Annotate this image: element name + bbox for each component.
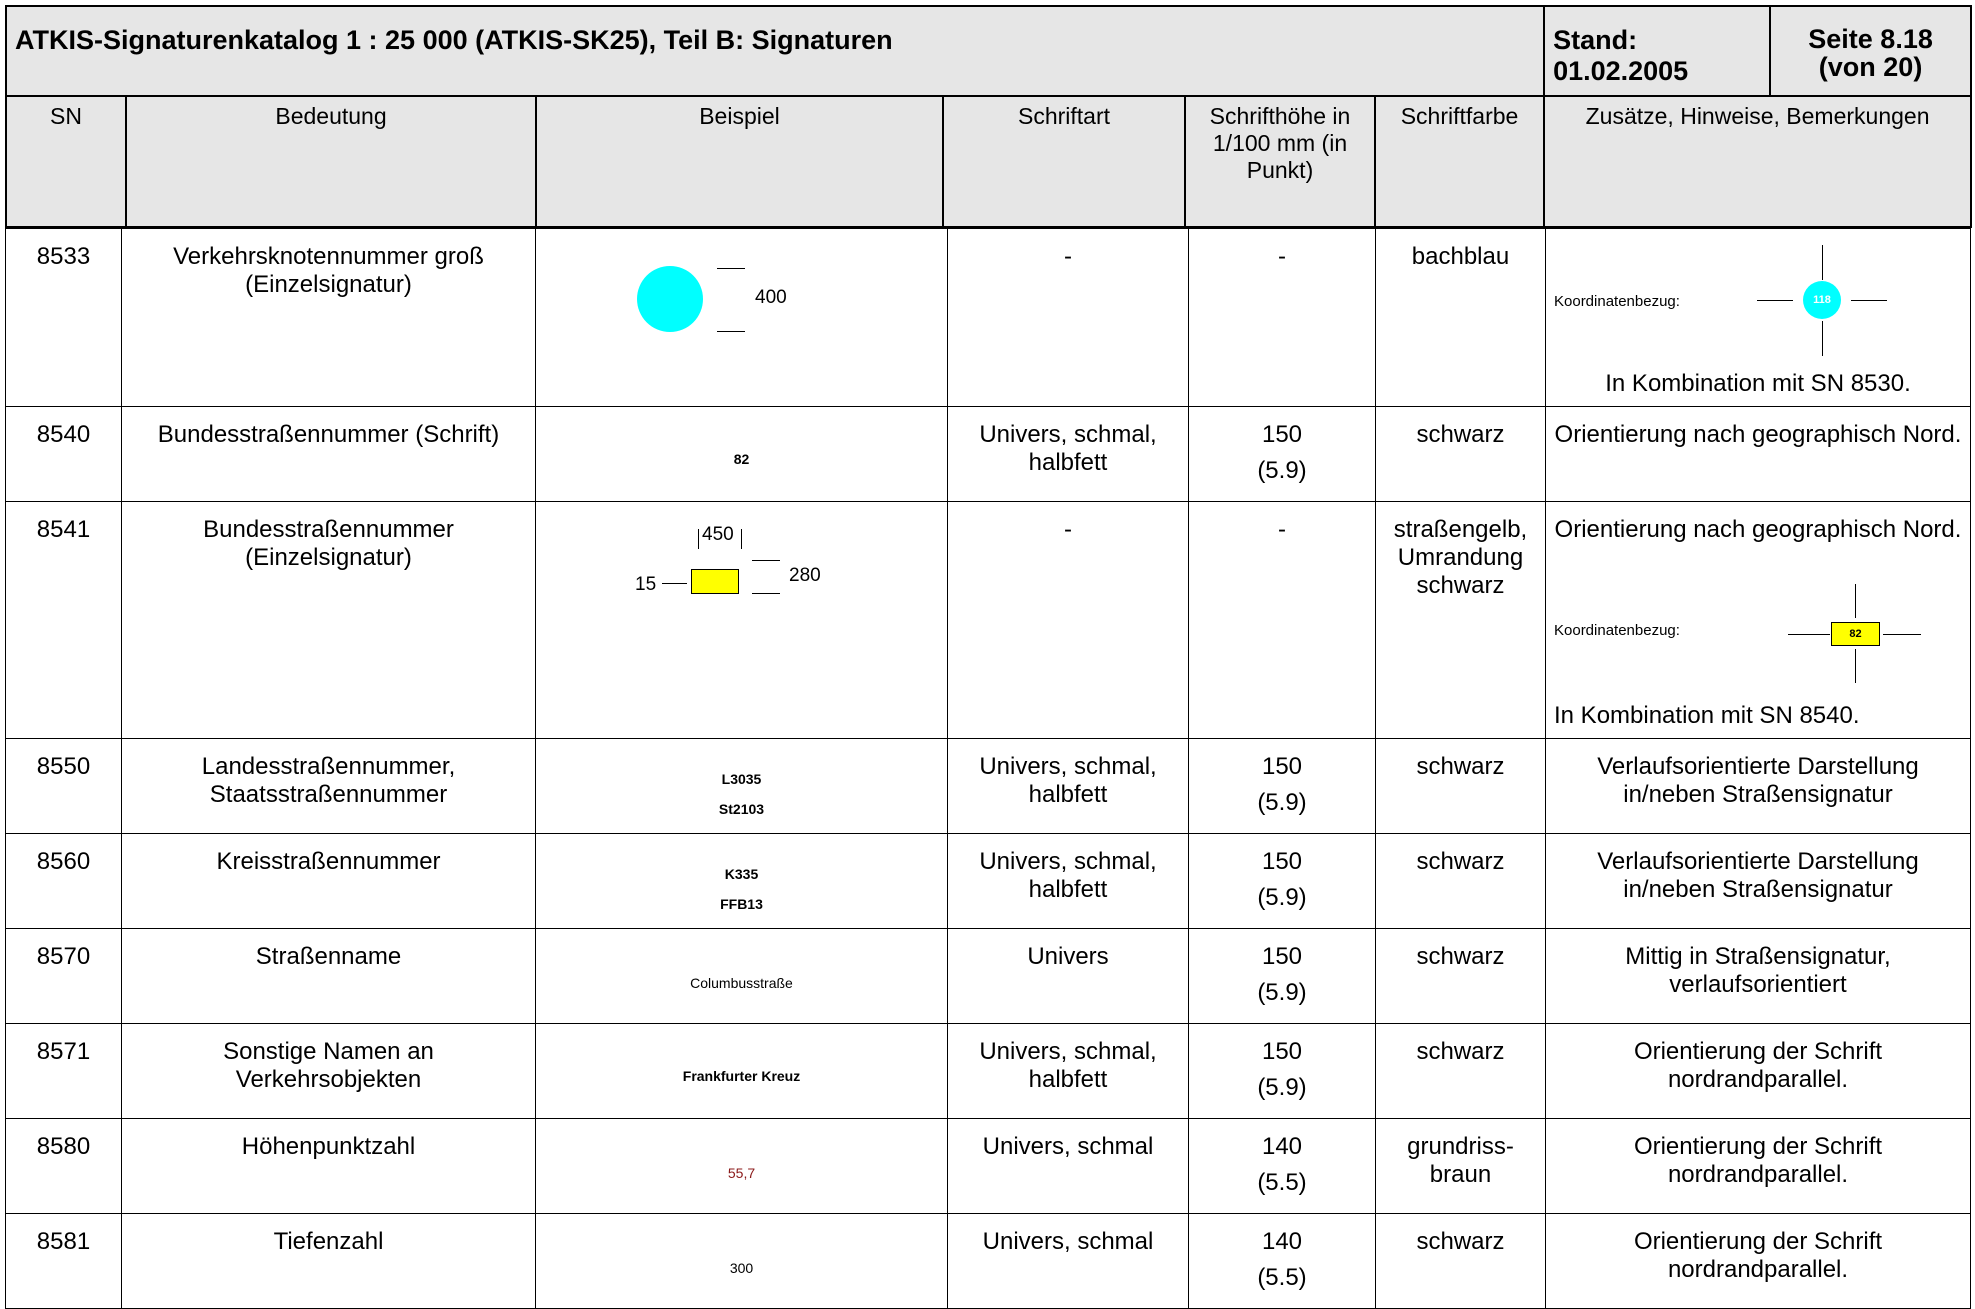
hoehe-cell: - <box>1189 229 1376 407</box>
punkt-value: (5.9) <box>1257 789 1307 816</box>
farbe-cell: schwarz <box>1376 739 1546 834</box>
hoehe-value: 150 <box>1261 753 1303 780</box>
col-sn: SN <box>6 96 126 227</box>
schriftart-cell: Univers, schmal, halbfett <box>948 739 1189 834</box>
table-row <box>6 407 1971 502</box>
hoehe-value: 150 <box>1261 848 1303 875</box>
beispiel-cell <box>536 407 948 502</box>
table-row <box>6 834 1971 929</box>
beispiel-cell <box>536 929 948 1024</box>
beispiel-cell <box>536 502 948 739</box>
hinweis-text: Orientierung nach geographisch Nord. <box>1554 516 1962 543</box>
hoehe-cell <box>1189 407 1376 502</box>
sn-cell: 8550 <box>6 739 122 834</box>
example-text: 300 <box>729 1260 754 1276</box>
col-schrifthoehe: Schrifthöhe in 1/100 mm (in Punkt) <box>1185 96 1375 227</box>
farbe-cell: schwarz <box>1376 407 1546 502</box>
hoehe-value: 150 <box>1261 1038 1303 1065</box>
farbe-cell: schwarz <box>1376 1214 1546 1309</box>
dimension-label: 450 <box>702 524 734 545</box>
schriftart-cell: - <box>948 502 1189 739</box>
sn-cell: 8560 <box>6 834 122 929</box>
example-text: Columbusstraße <box>690 975 793 991</box>
example-text: FFB13 <box>720 896 763 912</box>
schriftart-cell: Univers <box>948 929 1189 1024</box>
road-number-box-symbol <box>691 569 739 594</box>
sn-cell: 8533 <box>6 229 122 407</box>
punkt-value: (5.9) <box>1257 1074 1307 1101</box>
dimension-label: 15 <box>635 574 657 595</box>
table-row <box>6 1119 1971 1214</box>
koordinatenbezug-label: Koordinatenbezug: <box>1554 622 1680 639</box>
farbe-cell: schwarz <box>1376 834 1546 929</box>
example-text: 55,7 <box>727 1165 756 1181</box>
bedeutung-cell: Kreisstraßennummer <box>122 834 536 929</box>
punkt-value: (5.5) <box>1257 1264 1307 1291</box>
sn-cell: 8540 <box>6 407 122 502</box>
table-row <box>6 739 1971 834</box>
hinweis-cell <box>1546 229 1971 407</box>
dimension-label: 400 <box>755 287 787 308</box>
bedeutung-cell: Höhenpunktzahl <box>122 1119 536 1214</box>
farbe-cell: grundriss-braun <box>1376 1119 1546 1214</box>
farbe-cell: schwarz <box>1376 1024 1546 1119</box>
schriftart-cell: - <box>948 229 1189 407</box>
dimension-label: 280 <box>789 565 821 586</box>
farbe-cell: schwarz <box>1376 929 1546 1024</box>
example-text: Frankfurter Kreuz <box>682 1068 801 1084</box>
sn-cell: 8580 <box>6 1119 122 1214</box>
bedeutung-cell: Sonstige Namen an Verkehrsobjekten <box>122 1024 536 1119</box>
table-row <box>6 1214 1971 1309</box>
hoehe-cell <box>1189 929 1376 1024</box>
beispiel-cell <box>536 1214 948 1309</box>
beispiel-cell <box>536 229 948 407</box>
bedeutung-cell: Bundesstraßennummer (Schrift) <box>122 407 536 502</box>
table-row <box>6 229 1971 407</box>
beispiel-cell <box>536 1119 948 1214</box>
stand-date: Stand: 01.02.2005 <box>1544 6 1770 96</box>
bedeutung-cell: Bundesstraßennummer (Einzelsignatur) <box>122 502 536 739</box>
col-schriftfarbe: Schriftfarbe <box>1375 96 1544 227</box>
page-label: Seite 8.18 <box>1808 24 1933 54</box>
hoehe-value: 140 <box>1261 1228 1303 1255</box>
beispiel-cell <box>536 834 948 929</box>
punkt-value: (5.9) <box>1257 979 1307 1006</box>
bedeutung-cell: Straßenname <box>122 929 536 1024</box>
bedeutung-cell: Landesstraßennummer, Staatsstraßennummer <box>122 739 536 834</box>
schriftart-cell: Univers, schmal <box>948 1119 1189 1214</box>
sn-cell: 8571 <box>6 1024 122 1119</box>
example-text: 82 <box>733 451 750 467</box>
kombination-text: In Kombination mit SN 8530. <box>1605 370 1911 397</box>
schriftart-cell: Univers, schmal, halbfett <box>948 407 1189 502</box>
hinweis-cell: Orientierung der Schrift nordrandparallel. <box>1546 1024 1971 1119</box>
schriftart-cell: Univers, schmal <box>948 1214 1189 1309</box>
example-text: K335 <box>724 866 759 882</box>
road-number-symbol: 82 <box>1831 622 1880 646</box>
punkt-value: (5.5) <box>1257 1169 1307 1196</box>
col-bedeutung: Bedeutung <box>126 96 536 227</box>
sn-cell: 8570 <box>6 929 122 1024</box>
example-text: St2103 <box>718 801 765 817</box>
hinweis-cell: Orientierung der Schrift nordrandparallel. <box>1546 1119 1971 1214</box>
kombination-text: In Kombination mit SN 8540. <box>1554 702 1860 729</box>
page-number <box>1770 6 1971 96</box>
signature-table <box>5 228 1971 1309</box>
hoehe-value: 140 <box>1261 1133 1303 1160</box>
farbe-cell: bachblau <box>1376 229 1546 407</box>
hoehe-cell <box>1189 1024 1376 1119</box>
knot-number-symbol: 118 <box>1803 281 1841 319</box>
bedeutung-cell: Tiefenzahl <box>122 1214 536 1309</box>
bedeutung-cell: Verkehrsknotennummer groß (Einzelsignatur) <box>122 229 536 407</box>
table-row <box>6 1024 1971 1119</box>
hoehe-cell: - <box>1189 502 1376 739</box>
schriftart-cell: Univers, schmal, halbfett <box>948 1024 1189 1119</box>
hinweis-cell: Orientierung der Schrift nordrandparallel. <box>1546 1214 1971 1309</box>
hinweis-cell: Mittig in Straßensignatur, verlaufsorientiert <box>1546 929 1971 1024</box>
beispiel-cell <box>536 1024 948 1119</box>
hinweis-cell <box>1546 502 1971 739</box>
hoehe-cell <box>1189 1119 1376 1214</box>
farbe-cell: straßengelb, Umrandung schwarz <box>1376 502 1546 739</box>
sn-cell: 8581 <box>6 1214 122 1309</box>
koordinatenbezug-label: Koordinatenbezug: <box>1554 293 1680 310</box>
hinweis-cell: Verlaufsorientierte Darstellung in/neben Straßensignatur <box>1546 834 1971 929</box>
col-beispiel: Beispiel <box>536 96 943 227</box>
schriftart-cell: Univers, schmal, halbfett <box>948 834 1189 929</box>
page-total: (von 20) <box>1818 52 1923 82</box>
hoehe-value: 150 <box>1261 421 1303 448</box>
hoehe-value: 150 <box>1261 943 1303 970</box>
header-table <box>5 5 1972 228</box>
knot-circle-symbol <box>637 266 703 332</box>
example-text: L3035 <box>721 771 762 787</box>
hinweis-cell: Orientierung nach geographisch Nord. <box>1546 407 1971 502</box>
sn-cell: 8541 <box>6 502 122 739</box>
hoehe-cell <box>1189 834 1376 929</box>
punkt-value: (5.9) <box>1257 884 1307 911</box>
punkt-value: (5.9) <box>1257 457 1307 484</box>
col-schriftart: Schriftart <box>943 96 1185 227</box>
hoehe-cell <box>1189 739 1376 834</box>
document-title: ATKIS-Signaturenkatalog 1 : 25 000 (ATKIS-SK25), Teil B: Signaturen <box>6 6 1544 96</box>
hoehe-cell <box>1189 1214 1376 1309</box>
table-row <box>6 929 1971 1024</box>
hinweis-cell: Verlaufsorientierte Darstellung in/neben Straßensignatur <box>1546 739 1971 834</box>
beispiel-cell <box>536 739 948 834</box>
col-zusaetze: Zusätze, Hinweise, Bemerkungen <box>1544 96 1971 227</box>
table-row <box>6 502 1971 739</box>
